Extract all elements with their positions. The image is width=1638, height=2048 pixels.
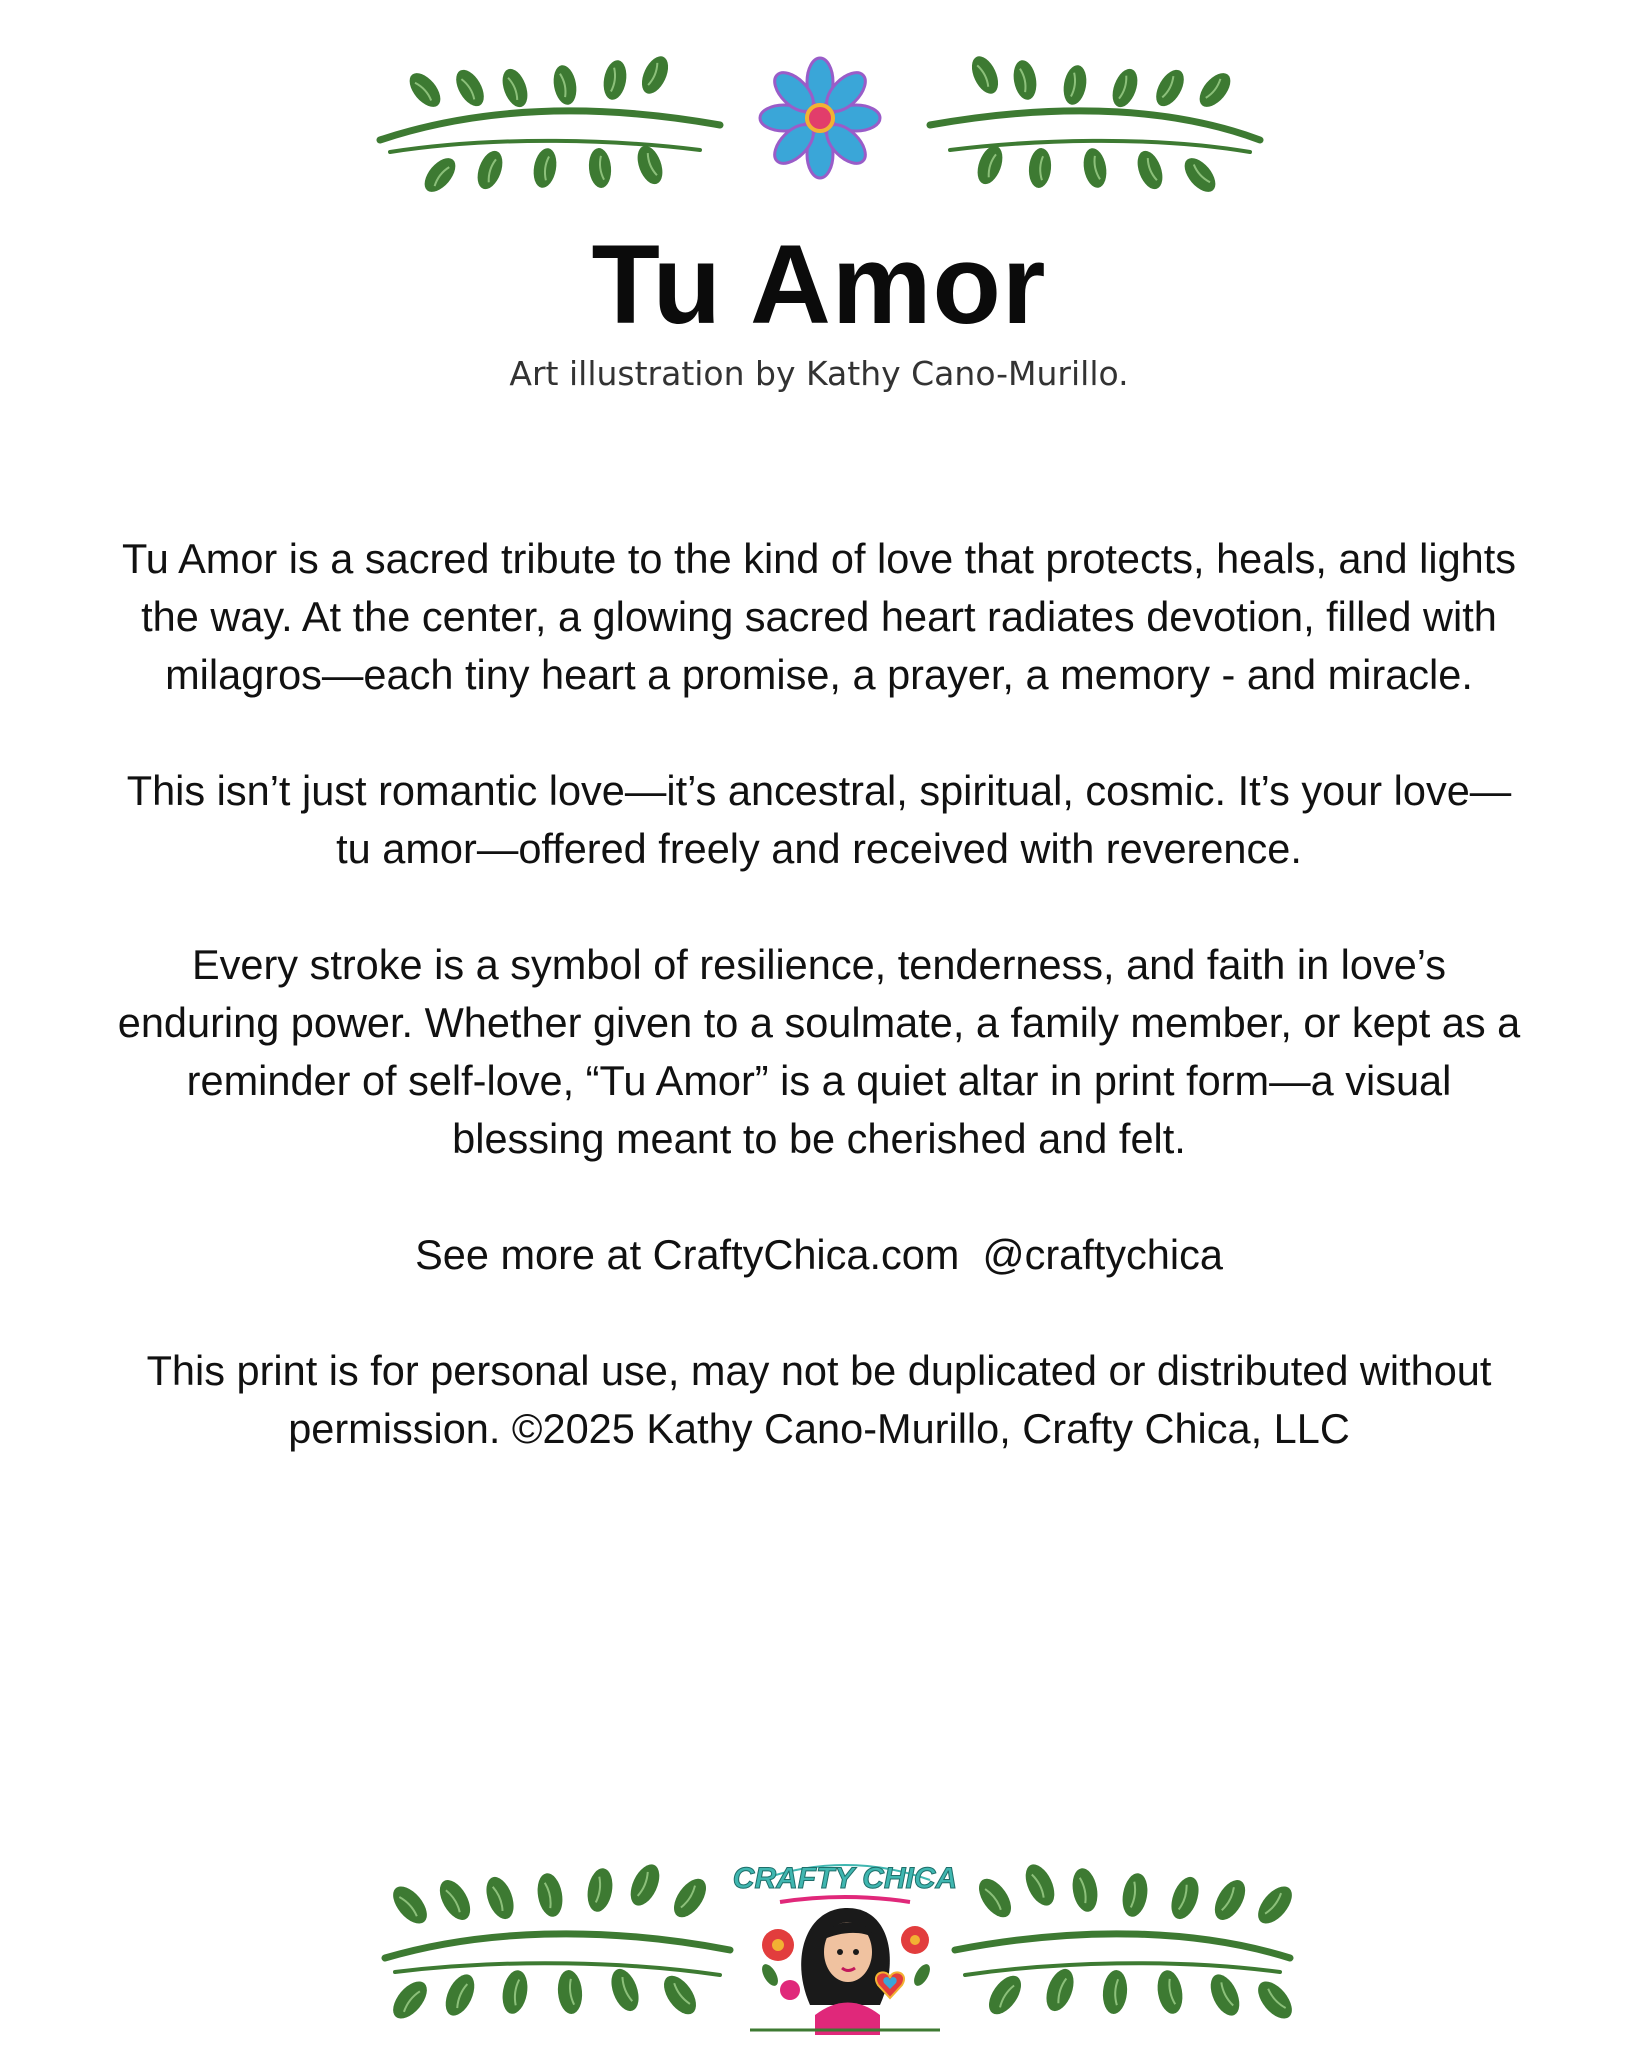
vine-logo-ornament [0,1840,1638,2040]
top-ornament [0,40,1638,200]
bottom-right-vine-icon [955,1860,1298,2025]
paragraph-intro: Tu Amor is a sacred tribute to the kind of love that protects, heals, and lights the way. At the center, a glowing sacred heart radiates devotion, filled with milagros—each tiny heart a promise, a prayer, a memory - and miracle. [121,535,1517,698]
page-title: Tu Amor [591,222,1047,347]
paragraph-copyright: This print is for personal use, may not be duplicated or distributed without permission. ©2025 Kathy Cano-Murillo, Crafty Chica, LLC [146,1347,1492,1452]
crafty-chica-logo [733,1850,957,2035]
bottom-ornament [0,1840,1638,2040]
paragraph-see-more: See more at CraftyChica.com @craftychica [415,1231,1223,1278]
description-body [110,530,1528,1516]
bottom-left-vine-icon [385,1860,730,2025]
vine-flower-ornament [0,40,1638,200]
paragraph-love: This isn’t just romantic love—it’s ancestral, spiritual, cosmic. It’s your love—tu amor—offered freely and received with reverence. [126,767,1512,872]
right-vine-icon [930,52,1260,197]
page-subtitle: Art illustration by Kathy Cano-Murillo. [509,354,1129,393]
paragraph-stroke: Every stroke is a symbol of resilience, tenderness, and faith in love’s enduring power. Whether given to a soulmate, a family member, or kept as a reminder of self-love, “Tu Amor” is a quiet altar in print form—a visual blessing meant to be cherished and felt. [117,941,1521,1162]
logo-text: CRAFTY CHICA [732,1862,958,1895]
left-vine-icon [380,52,720,197]
flower-icon [760,58,880,178]
